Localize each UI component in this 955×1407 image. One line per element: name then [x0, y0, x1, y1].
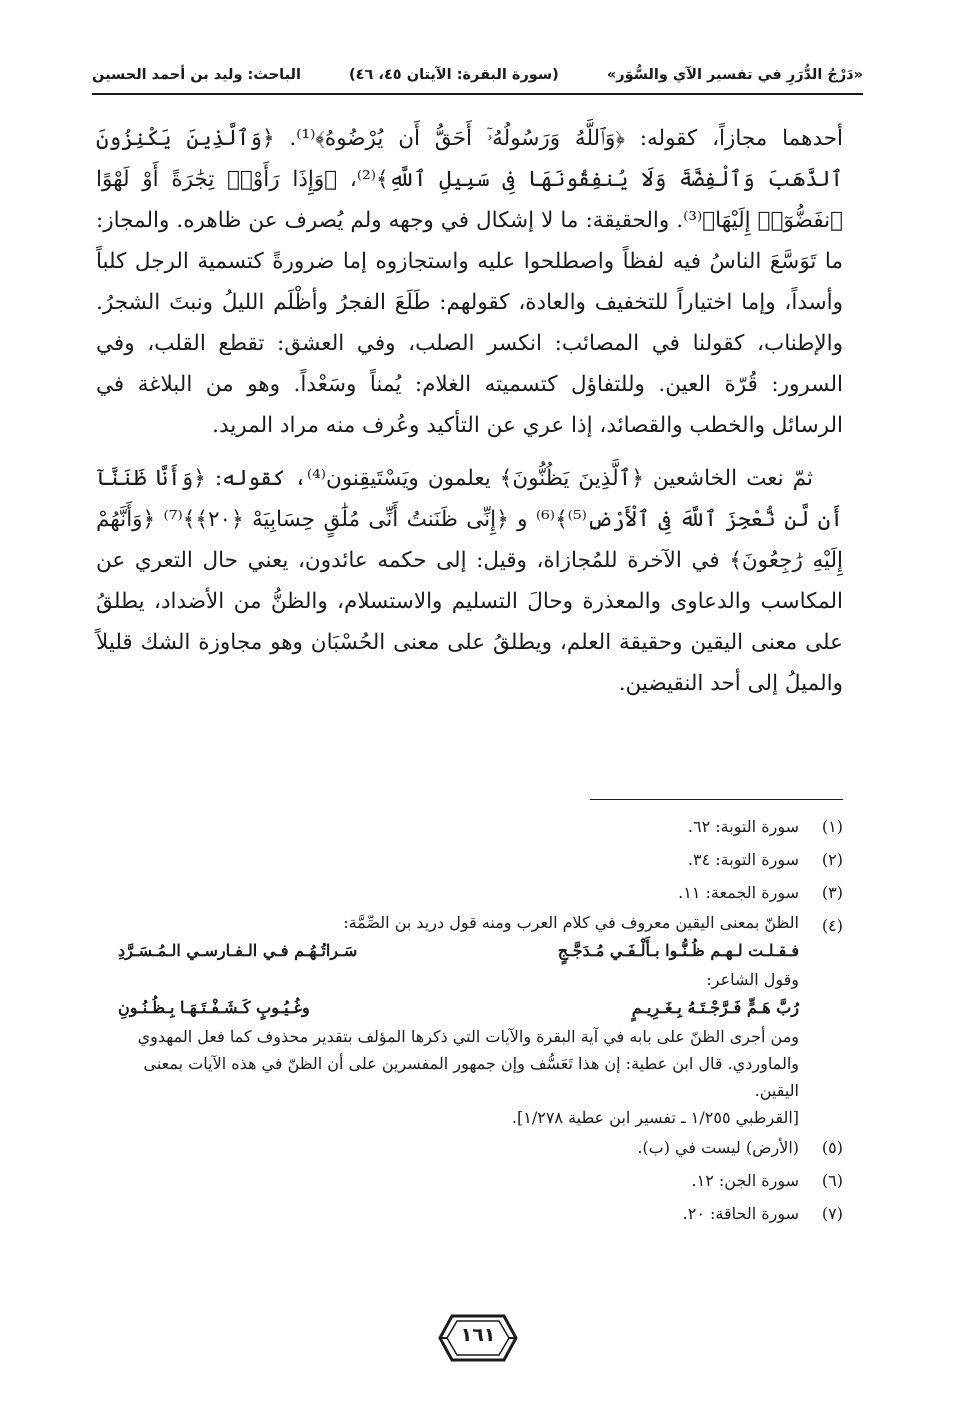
- page-number-ornament: [438, 1312, 518, 1364]
- running-header: [92, 60, 863, 90]
- footnote-1: [100, 810, 843, 843]
- footnote-text: (الأرض) ليست في (ب).: [637, 1138, 799, 1157]
- footnote-text: سورة الجمعة: ١١.: [678, 883, 799, 902]
- surah-reference: (سورة البقرة: الآيتان ٤٥، ٤٦): [349, 67, 559, 83]
- footnote-2: [100, 843, 843, 876]
- footnote-text: سورة الجن: ١٢.: [691, 1171, 799, 1190]
- poetry-verse-2: [100, 993, 799, 1023]
- verse-1-second-hemistich: سَـراتُـهُـم فـي الـفـارسـي الـمُـسَـرَّدِ: [118, 941, 358, 960]
- poetry-verse-1: [100, 936, 799, 966]
- paragraph-1: أحدهما مجازاً، كقوله: ﴿وَٱللَّهُ وَرَسُولُهُۥٓ أَحَقُّ أَن يُرْضُوهُ﴾⁽¹⁾. ﴿وَٱلَّذِينَ يَكْنِزُونَ ٱلذَّهَبَ وَٱلْفِضَّةَ وَلَا يُنفِقُونَهَا فِى سَبِيلِ ٱللَّهِ﴾⁽²⁾، ﴿وَإِذَا رَأَوْا۟ تِجَٰرَةً أَوْ لَهْوًا ٱنفَضُّوٓا۟ إِلَيْهَا﴾⁽³⁾. والحقيقة: ما لا إشكال في وجهه ولم يُصرف عن ظاهره. والمجاز: ما تَوَسَّعَ الناسُ فيه لفظاً واصطلحوا عليه واستجازوه إما ضرورةً كتسمية الرجل كلباً وأسداً، وإما اختياراً للتخفيف والعادة، كقولهم: طَلَعَ الفجرُ وأظْلَم الليلُ ونبتَ الشجرُ. والإطناب، كقولنا في المصائب: انكسر الصلب، وفي العشق: تقطع القلب، وفي السرور: قُرّة العين. وللتفاؤل كتسميته الغلام: يُمناً وسَعْداً. وهو من البلاغة في الرسائل والخطب والقصائد، إذا عري عن التأكيد وعُرف منه مراد المريد.: [96, 126, 843, 438]
- footnote-4-line-3: ومن أجرى الظنّ على بابه في آية البقرة والآيات التي ذكرها المؤلف بتقدير محذوف كما فعل المهدوي والماوردي. قال ابن عطية: إن هذا تَعَسُّف وإن جمهور المفسرين على أن الظنّ في هذه الآيات بمعنى اليقين.: [137, 1027, 799, 1100]
- footnote-5: [100, 1131, 843, 1164]
- footnote-4-citation: [القرطبي ١/٢٥٥ ـ تفسير ابن عطية ١/٢٧٨].: [511, 1108, 799, 1127]
- footnote-text: سورة التوبة: ٦٢.: [687, 817, 799, 836]
- footnote-number: (٢): [821, 850, 843, 869]
- page-number: ١٦١: [460, 1324, 496, 1346]
- header-divider: [92, 93, 863, 95]
- footnote-4-line-1: الظنّ بمعنى اليقين معروف في كلام العرب ومنه قول دريد بن الصِّمَّة:: [343, 913, 799, 932]
- verse-1-first-hemistich: فـقـلـت لـهـم ظُـنُّـوا بـأَلْـفَـي مُـدَجَّـجٍ: [557, 941, 799, 960]
- footnote-3: [100, 876, 843, 909]
- book-title: «دَرْجُ الدُّرَرِ في تفسير الآي والسُّوَر»: [606, 67, 863, 83]
- footnote-divider: [590, 799, 843, 800]
- footnote-text: سورة التوبة: ٣٤.: [687, 850, 799, 869]
- footnote-number: (١): [821, 817, 843, 836]
- footnotes: [100, 810, 843, 1230]
- footnote-number: (٣): [821, 883, 843, 902]
- footnote-number: (٥): [821, 1138, 843, 1157]
- main-text: [96, 118, 843, 704]
- verse-2-second-hemistich: وغُـيُـوبٍ كَـشَـفْـتَـهَـا بِـظُـنُـونِ: [118, 998, 310, 1017]
- footnote-number: (٦): [821, 1171, 843, 1190]
- researcher-name: الباحث: وليد بن أحمد الحسين: [92, 67, 301, 83]
- footnote-4-line-2: وقول الشاعر:: [706, 970, 799, 989]
- footnote-number: (٤): [821, 916, 843, 935]
- footnote-7: [100, 1197, 843, 1230]
- footnote-4: [100, 909, 843, 1131]
- footnote-text: سورة الحاقة: ٢٠.: [682, 1204, 799, 1223]
- footnote-number: (٧): [821, 1204, 843, 1223]
- footnote-6: [100, 1164, 843, 1197]
- paragraph-2: ثمّ نعت الخاشعين ﴿ٱلَّذِينَ يَظُنُّونَ﴾ يعلمون ويَسْتَيقِنون⁽⁴⁾، كقوله: ﴿وَأَنَّا ظَنَنَّآ أَن لَّن نُّعْجِزَ ٱللَّهَ فِى ٱلْأَرْضِ⁽⁵⁾﴾⁽⁶⁾ و ﴿إِنِّى ظَنَنتُ أَنِّى مُلَٰقٍ حِسَابِيَهْ ﴿٢٠﴾﴾⁽⁷⁾ ﴿وَأَنَّهُمْ إِلَيْهِ رَٰجِعُونَ﴾ في الآخرة للمُجازاة، وقيل: إلى حكمه عائدون، يعني حال التعري عن المكاسب والدعاوى والمعذرة وحالَ التسليم والاستسلام، والظنُّ من الأضداد، يطلقُ على معنى اليقين وحقيقة العلم، ويطلقُ على معنى الحُسْبَان وهو مجاوزة الشك قليلاً والميلُ إلى أحد النقيضين.: [96, 466, 843, 696]
- footnote-text: [100, 909, 799, 1131]
- verse-2-first-hemistich: رُبَّ هَـمٍّ فَـرَّجْـتَـهُ بِـغَـرِيـمٍ: [631, 998, 799, 1017]
